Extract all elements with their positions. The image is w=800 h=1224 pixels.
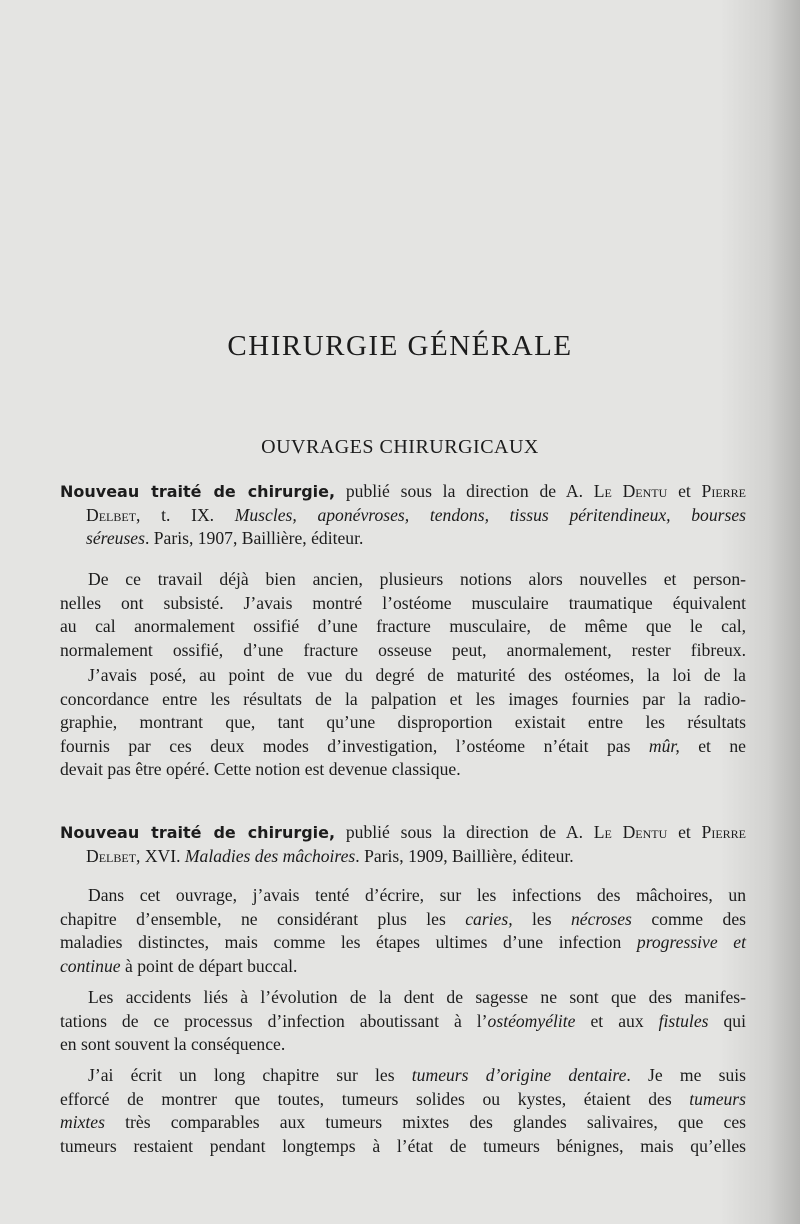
text-line: graphie, montrant que, tant qu’une disproportion existait entre les résultats <box>60 712 746 732</box>
emphasis: caries, <box>465 908 513 929</box>
emphasis: nécroses <box>571 908 632 929</box>
text-line <box>60 1010 746 1034</box>
entry-text: publié sous la direction de A. <box>335 822 594 842</box>
entry-text: publié sous la direction de A. <box>335 481 594 501</box>
emphasis: ostéomyélite <box>487 1010 576 1031</box>
text-run: très comparables aux tumeurs mixtes des glandes salivaires, que ces <box>104 1112 746 1132</box>
paragraph-5 <box>60 1064 746 1158</box>
entry-text: et <box>667 481 702 501</box>
author-name: Delbet <box>86 504 137 525</box>
entry-text: et <box>667 822 702 842</box>
text-line: J’avais posé, au point de vue du degré de maturité des ostéomes, la loi de la <box>88 665 746 685</box>
text-run: tations de ce processus d’infection aboutissant à l’ <box>60 1010 488 1031</box>
text-run: les <box>512 908 571 929</box>
bibliography-entry-1 <box>60 480 746 551</box>
text-line: nelles ont subsisté. J’avais montré l’ostéome musculaire traumatique équivalent <box>60 592 746 613</box>
page-title: CHIRURGIE GÉNÉRALE <box>227 330 573 362</box>
emphasis: continue <box>60 955 121 976</box>
author-name: Le Dentu <box>593 822 668 842</box>
text-run: efforcé de montrer que toutes, tumeurs solides ou kystes, étaient des <box>60 1088 690 1109</box>
paragraph-3 <box>60 884 746 978</box>
paragraph-4 <box>60 986 746 1057</box>
entry-text: . Paris, 1907, Baillière, éditeur. <box>144 528 364 548</box>
text-line: Les accidents liés à l’évolution de la dent de sagesse ne sont que des manifes- <box>88 987 746 1007</box>
entry-subject: Muscles, aponévroses, tendons, tissus péritendineux, bourses <box>234 504 747 525</box>
text-run: comme des <box>631 908 746 929</box>
paragraph-1 <box>60 568 746 662</box>
text-line <box>60 735 746 759</box>
text-line: concordance entre les résultats de la palpation et les images fournies par la radio- <box>60 688 746 709</box>
entry-subject: séreuses <box>86 528 145 548</box>
entry-text: . Paris, 1909, Baillière, éditeur. <box>355 845 574 866</box>
text-run: maladies distinctes, mais comme les étapes ultimes d’une infection <box>60 932 637 952</box>
text-run: chapitre d’ensemble, ne considérant plus les <box>60 908 466 929</box>
emphasis: tumeurs d’origine dentaire <box>411 1065 627 1085</box>
entry-title: Nouveau traité de chirurgie, <box>60 823 336 842</box>
author-name: Delbet <box>86 845 137 866</box>
entry-subject: Maladies des mâchoires <box>184 845 356 866</box>
entry-line <box>60 480 746 504</box>
entry-line <box>60 845 746 869</box>
author-name: Le Dentu <box>593 481 668 501</box>
text-line <box>60 1088 746 1112</box>
text-line <box>60 955 746 979</box>
text-run: qui <box>708 1010 746 1031</box>
text-run: fournis par ces deux modes d’investigation, l’ostéome n’était pas <box>60 735 649 756</box>
text-line: en sont souvent la conséquence. <box>60 1034 286 1054</box>
bibliography-entry-2 <box>60 821 746 868</box>
text-line <box>60 1111 746 1135</box>
text-line: Dans cet ouvrage, j’avais tenté d’écrire, sur les infections des mâchoires, un <box>88 885 746 905</box>
emphasis: progressive et <box>636 932 746 952</box>
text-line: De ce travail déjà bien ancien, plusieurs notions alors nouvelles et person- <box>88 569 746 589</box>
entry-line <box>60 504 746 528</box>
text-run: et aux <box>575 1010 659 1031</box>
entry-text: , t. IX. <box>136 504 235 525</box>
text-run: J’ai écrit un long chapitre sur les <box>88 1065 412 1085</box>
emphasis: fistules <box>658 1010 709 1031</box>
text-line: devait pas être opéré. Cette notion est devenue classique. <box>60 759 461 779</box>
text-run: et ne <box>679 735 746 756</box>
text-line <box>60 931 746 955</box>
text-line <box>60 908 746 932</box>
entry-line <box>60 527 746 551</box>
section-heading: OUVRAGES CHIRURGICAUX <box>261 436 539 458</box>
text-line: normalement ossifié, d’une fracture osseuse peut, anormalement, rester fibreux. <box>60 639 746 660</box>
entry-title: Nouveau traité de chirurgie, <box>60 482 336 501</box>
text-run: . Je me suis <box>626 1065 746 1085</box>
text-run: à point de départ buccal. <box>120 955 298 976</box>
author-name: Pierre <box>701 822 746 842</box>
paragraph-2 <box>60 664 746 782</box>
text-line: au cal anormalement ossifié d’une fracture musculaire, de même que le cal, <box>60 616 746 636</box>
entry-line <box>60 821 746 845</box>
emphasis: mixtes <box>60 1112 105 1132</box>
entry-text: , XVI. <box>136 845 185 866</box>
emphasis: tumeurs <box>689 1088 746 1109</box>
text-line <box>60 1064 746 1088</box>
text-line: tumeurs restaient pendant longtemps à l’état de tumeurs bénignes, mais qu’elles <box>60 1135 746 1156</box>
emphasis: mûr, <box>648 735 680 756</box>
author-name: Pierre <box>701 481 746 501</box>
